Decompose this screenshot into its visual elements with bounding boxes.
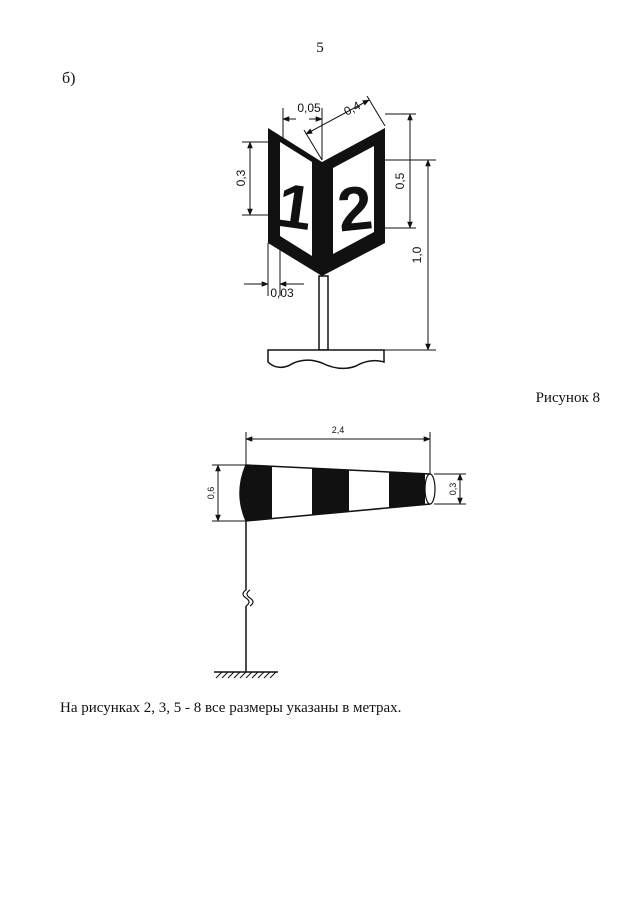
sign-digit-right: 2 <box>334 173 376 246</box>
units-footnote: На рисунках 2, 3, 5 - 8 все размеры указаны в метрах. <box>60 700 402 716</box>
windsock-drawing <box>206 425 466 678</box>
figure-caption: Рисунок 8 <box>535 390 600 406</box>
dim-windsock-length: 2,4 <box>331 425 345 435</box>
dim-top-offset: 0,05 <box>297 101 321 115</box>
dim-border: 0,03 <box>270 286 294 300</box>
dim-face-width: 0,4 <box>341 98 363 119</box>
runway-sign-drawing <box>234 96 436 368</box>
dim-digit-height: 0,3 <box>234 169 248 187</box>
sign-post <box>319 276 328 350</box>
dim-windsock-tail: 0,3 <box>448 482 458 496</box>
page-number: 5 <box>316 40 324 56</box>
dim-total-height: 1,0 <box>410 246 424 264</box>
subfigure-label: б) <box>62 70 76 87</box>
sign-digit-left: 1 <box>273 170 317 244</box>
ground <box>268 350 384 368</box>
dim-windsock-mouth: 0,6 <box>206 486 216 500</box>
dim-sign-height: 0,5 <box>393 172 407 190</box>
